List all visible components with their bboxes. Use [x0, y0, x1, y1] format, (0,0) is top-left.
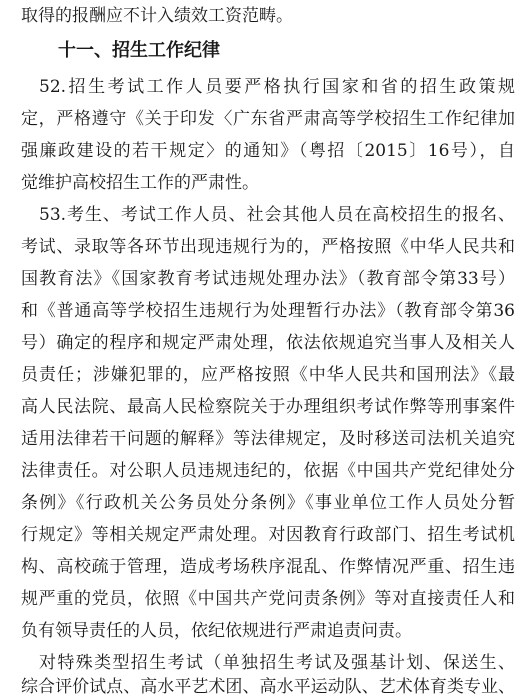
text-line: 和《普通高等学校招生违规行为处理暂行办法》（教育部令第36: [21, 301, 515, 321]
text-line: 构、高校疏于管理，造成考场秩序混乱、作弊情况严重、招生违: [21, 557, 515, 577]
text-line: 高人民法院、最高人民检察院关于办理组织考试作弊等刑事案件: [21, 397, 515, 417]
text-line: 行规定》等相关规定严肃处理。对因教育行政部门、招生考试机: [21, 525, 515, 545]
text-line: 强廉政建设的若干规定〉的通知》（粤招〔2015〕16号），自: [21, 141, 515, 161]
text-line: 52.招生考试工作人员要严格执行国家和省的招生政策规: [39, 77, 515, 97]
text-line: 取得的报酬应不计入绩效工资范畴。: [21, 6, 293, 26]
text-line: 对特殊类型招生考试（单独招生考试及强基计划、保送生、: [39, 653, 515, 673]
text-line: 国教育法》《国家教育考试违规处理办法》（教育部令第33号）: [21, 269, 515, 289]
text-line: 员责任；涉嫌犯罪的，应严格按照《中华人民共和国刑法》《最: [21, 365, 515, 385]
text-line: 考试、录取等各环节出现违规行为的，严格按照《中华人民共和: [21, 237, 515, 257]
text-line: 规严重的党员，依照《中国共产党问责条例》等对直接责任人和: [21, 589, 515, 609]
text-line: 53.考生、考试工作人员、社会其他人员在高校招生的报名、: [39, 205, 515, 225]
text-line: 条例》《行政机关公务员处分条例》《事业单位工作人员处分暂: [21, 493, 515, 513]
text-line: 定，严格遵守《关于印发〈广东省严肃高等学校招生工作纪律加: [21, 109, 515, 129]
text-line: 法律责任。对公职人员违规违纪的，依据《中国共产党纪律处分: [21, 461, 515, 481]
text-line: 号）确定的程序和规定严肃处理，依法依规追究当事人及相关人: [21, 333, 515, 353]
text-line: 负有领导责任的人员，依纪依规进行严肃追责问责。: [21, 621, 412, 641]
text-line: 综合评价试点、高水平艺术团、高水平运动队、艺术体育类专业、: [21, 677, 515, 697]
text-line: 适用法律若干问题的解释》等法律规定，及时移送司法机关追究: [21, 429, 515, 449]
section-heading: 十一、招生工作纪律: [58, 40, 220, 61]
text-line: 觉维护高校招生工作的严肃性。: [21, 173, 259, 193]
